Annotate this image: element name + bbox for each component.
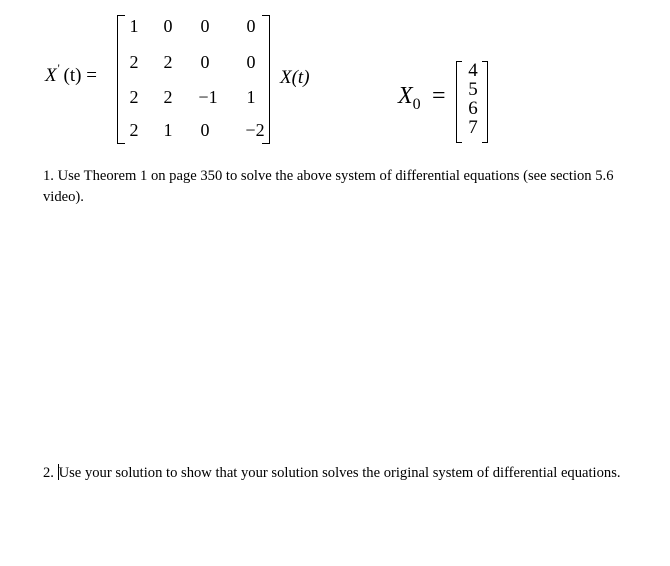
matrix-cell: 0 (200, 120, 210, 140)
matrix-cell: −2 (245, 120, 265, 140)
lhs-prime: ' (57, 61, 60, 75)
matrix-cell: −1 (198, 87, 218, 107)
matrix-cell: 1 (129, 16, 139, 36)
vector-left-bracket (456, 61, 462, 143)
matrix-cell: 2 (163, 87, 173, 107)
matrix-cell: 0 (246, 16, 256, 36)
x0-symbol: X (398, 83, 413, 109)
matrix-cell: 2 (129, 120, 139, 140)
matrix-cell: 2 (129, 87, 139, 107)
lhs-equals: = (86, 65, 97, 86)
lhs-expression (45, 61, 97, 87)
vector-cell: 6 (468, 98, 478, 119)
rhs-expression: X(t) (280, 67, 310, 88)
question-2-number: 2. (43, 465, 58, 481)
question-1: 1. Use Theorem 1 on page 350 to solve the above system of differential equations (see section 5.6 video). (43, 168, 614, 205)
matrix-cell: 2 (163, 52, 173, 72)
matrix-cell: 0 (200, 16, 210, 36)
x0-subscript: 0 (412, 95, 421, 113)
vector-cell: 4 (468, 60, 478, 81)
matrix-cell: 0 (246, 52, 256, 72)
initial-condition-symbol (398, 83, 421, 114)
lhs-arg: (t) (63, 65, 82, 86)
matrix-cell: 0 (200, 52, 210, 72)
vector-cell: 7 (468, 117, 478, 138)
initial-condition-equals: = (432, 83, 446, 109)
matrix-cell: 1 (246, 87, 256, 107)
matrix-cell: 1 (163, 120, 173, 140)
vector-cell: 5 (468, 79, 478, 100)
lhs-symbol: X (45, 65, 57, 86)
matrix-cell: 2 (129, 52, 139, 72)
question-2-text: Use your solution to show that your solution solves the original system of differential equations. (58, 465, 621, 481)
matrix-cell: 0 (163, 16, 173, 36)
answer-space[interactable] (43, 215, 643, 445)
question-2[interactable] (43, 463, 658, 484)
